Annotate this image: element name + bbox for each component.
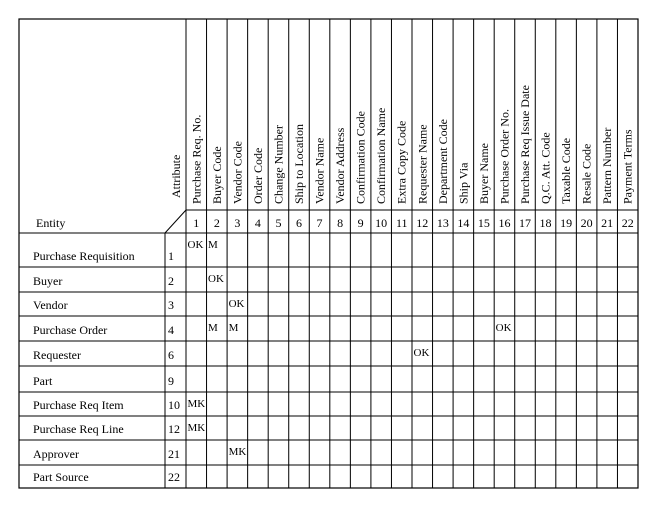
entity-name: Vendor	[33, 298, 68, 312]
attribute-number: 16	[498, 216, 511, 230]
cell-mark: OK	[208, 273, 224, 285]
attribute-name: Buyer Name	[476, 143, 491, 204]
attribute-number: 1	[193, 216, 200, 230]
entity-number: 21	[168, 447, 180, 461]
entity-number: 4	[168, 323, 174, 337]
cell-mark: OK	[413, 347, 430, 359]
cell-mark: M	[228, 322, 239, 334]
attribute-number: 15	[477, 216, 490, 230]
attribute-number: 4	[254, 216, 261, 230]
entity-row	[33, 446, 246, 461]
entity-name: Purchase Req Line	[33, 422, 124, 436]
entity-name: Approver	[33, 447, 79, 461]
attribute-name: Department Code	[435, 119, 450, 204]
attribute-name: Purchase Order No.	[497, 109, 512, 204]
attribute-number: 13	[436, 216, 449, 230]
entity-row	[33, 239, 218, 263]
entity-number: 12	[168, 422, 180, 436]
attribute-number: 3	[234, 216, 241, 230]
entity-name: Purchase Req Item	[33, 398, 124, 412]
entity-row	[33, 374, 174, 388]
entity-number: 10	[168, 398, 180, 412]
attribute-number: 2	[213, 216, 220, 230]
attribute-header-label: Attribute	[169, 154, 183, 198]
attribute-name: Confirmation Name	[374, 107, 389, 204]
attribute-number: 10	[375, 216, 388, 230]
attribute-name: Vendor Code	[230, 141, 245, 204]
entity-row	[33, 298, 245, 312]
matrix-headers	[36, 155, 183, 230]
attribute-number: 5	[275, 216, 282, 230]
cell-mark: OK	[187, 239, 204, 251]
cell-mark: M	[208, 239, 218, 251]
attribute-name: Requester Name	[415, 124, 430, 204]
entity-name: Part	[33, 374, 53, 388]
attribute-number: 7	[316, 216, 323, 230]
attribute-number: 12	[416, 216, 429, 230]
attribute-name: Resale Code	[579, 143, 594, 204]
attribute-number: 11	[395, 216, 408, 230]
entity-name: Requester	[33, 348, 81, 362]
attribute-name: Pattern Number	[600, 127, 615, 204]
header-diagonal	[165, 210, 186, 233]
entity-number: 2	[168, 274, 174, 288]
entity-number: 6	[168, 348, 174, 362]
attribute-name: Taxable Code	[559, 137, 574, 204]
attribute-number: 9	[357, 216, 364, 230]
entity-row	[33, 422, 205, 436]
attribute-name: Change Number	[271, 125, 286, 204]
attribute-number: 17	[519, 216, 531, 230]
cell-mark: OK	[495, 322, 512, 334]
entity-number: 1	[168, 249, 174, 263]
attribute-name: Extra Copy Code	[394, 120, 409, 204]
entity-header-label: Entity	[36, 216, 66, 230]
entity-number: 9	[168, 374, 174, 388]
entity-rows	[33, 239, 512, 484]
entity-row	[33, 322, 512, 337]
entity-name: Part Source	[33, 470, 89, 484]
entity-row	[33, 398, 205, 412]
attribute-number: 14	[457, 216, 470, 230]
entity-name: Purchase Requisition	[33, 249, 135, 263]
attribute-number: 20	[580, 216, 593, 230]
attribute-number: 6	[296, 216, 302, 230]
attribute-name: Ship to Location	[292, 124, 306, 204]
attribute-name: Order Code	[250, 147, 265, 204]
attribute-number: 18	[539, 216, 552, 230]
attribute-name: Purchase Req Issue Date	[518, 85, 532, 204]
attribute-name: Vendor Address	[333, 127, 348, 204]
entity-number: 3	[168, 298, 174, 312]
entity-name: Buyer	[33, 274, 63, 288]
attribute-number: 19	[560, 216, 573, 230]
entity-row	[33, 347, 429, 362]
cell-mark: MK	[187, 422, 206, 434]
attribute-name: Buyer Code	[209, 146, 224, 204]
entity-name: Purchase Order	[33, 323, 108, 337]
attribute-name: Purchase Req. No.	[189, 114, 204, 204]
cell-mark: MK	[187, 398, 206, 410]
attribute-name: Vendor Name	[312, 137, 327, 204]
entity-row	[33, 470, 180, 484]
cell-mark: MK	[228, 446, 247, 458]
cell-mark: M	[208, 322, 218, 334]
entity-row	[33, 273, 224, 288]
cell-mark: OK	[228, 298, 245, 310]
attribute-name: Ship Via	[456, 162, 471, 204]
entity-number: 22	[168, 470, 180, 484]
attribute-name: Confirmation Code	[353, 111, 368, 204]
attribute-name: Q.C. Att. Code	[538, 132, 553, 204]
attribute-name: Payment Terms	[620, 129, 635, 204]
attribute-number: 21	[601, 216, 614, 230]
attribute-number: 22	[621, 216, 634, 230]
attribute-number: 8	[337, 216, 344, 230]
